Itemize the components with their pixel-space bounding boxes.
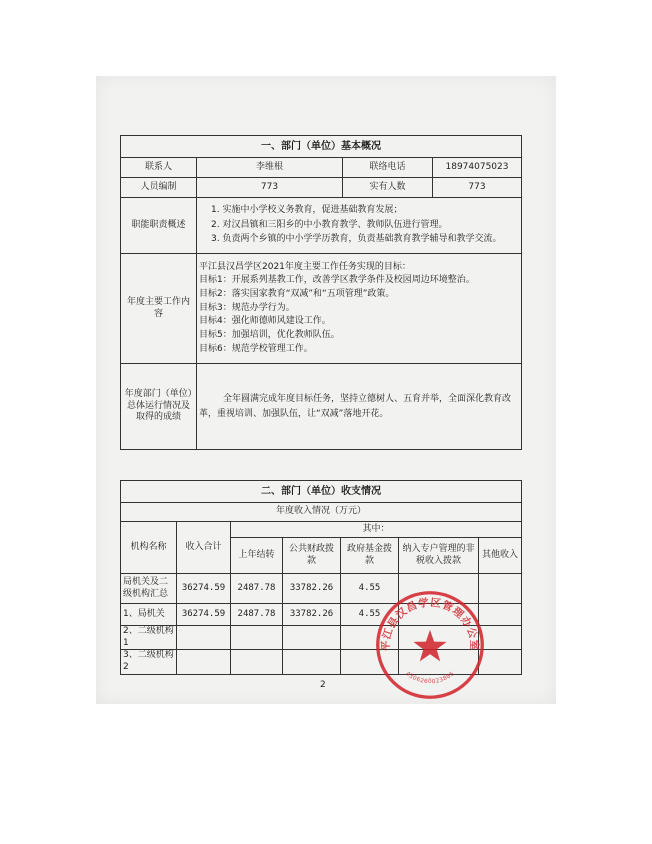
row-prior: 2487.78: [231, 574, 283, 604]
col-of-which-header: 其中：: [231, 522, 522, 538]
row-name: 1、局机关: [121, 604, 177, 626]
row-total: 36274.59: [177, 574, 231, 604]
phone-label: 联络电话: [343, 158, 433, 178]
row-public: 33782.26: [283, 604, 341, 626]
page-number: 2: [320, 680, 326, 690]
col-org-header: 机构名称: [121, 522, 177, 574]
phone-value: 18974075023: [433, 158, 522, 178]
row-name: 局机关及二级机构汇总: [121, 574, 177, 604]
row-total: 36274.59: [177, 604, 231, 626]
star-icon: [413, 630, 446, 662]
col-gov-fund-header: 政府基金拨款: [341, 538, 399, 574]
row-name: 2、二级机构1: [121, 626, 177, 650]
annual-work-line: 目标3：规范办学行为。: [199, 302, 295, 313]
section2-title: 二、部门（单位）收支情况: [121, 481, 522, 503]
row-prior: [231, 650, 283, 674]
annual-work-line: 目标4：强化师德师风建设工作。: [199, 316, 331, 327]
annual-work-cell: [197, 254, 522, 364]
annual-work-line: 目标6：规范学校管理工作。: [199, 343, 313, 354]
annual-work-line: 目标1：开展系列基教工作，改善学区教学条件及校园周边环境整治。: [199, 275, 475, 286]
row-public: [283, 650, 341, 674]
duties-label: 职能职责概述: [121, 198, 197, 254]
col-total-header: 收入合计: [177, 522, 231, 574]
basic-info-table: [120, 135, 522, 450]
col-other-header: 其他收入: [479, 538, 522, 574]
row-gov-fund: 4.55: [341, 604, 399, 626]
col-public-header: 公共财政拨款: [283, 538, 341, 574]
row-public: [283, 626, 341, 650]
row-public: 33782.26: [283, 574, 341, 604]
staff-quota-value: 773: [197, 178, 343, 198]
row-prior: [231, 626, 283, 650]
duty-item: 1. 实施中小学校义务教育，促进基础教育发展；: [211, 204, 403, 215]
overall-text: 全年圆满完成年度目标任务，坚持立德树人、五育并举，全面深化教育改革，重视培训、加强队伍，让“双减”落地开花。: [197, 364, 522, 450]
row-prior: 2487.78: [231, 604, 283, 626]
actual-staff-label: 实有人数: [343, 178, 433, 198]
section1-title: 一、部门（单位）基本概况: [121, 136, 522, 158]
col-prior-header: 上年结转: [231, 538, 283, 574]
row-total: [177, 626, 231, 650]
actual-staff-value: 773: [433, 178, 522, 198]
contact-value: 李维根: [197, 158, 343, 178]
duty-item: 3. 负责两个乡镇的中小学学历教育，负责基础教育教学辅导和教学交流。: [211, 234, 502, 245]
duty-item: 2. 对汉昌镇和三阳乡的中小教育教学、教师队伍进行管理。: [211, 219, 448, 230]
annual-work-line: 目标2：落实国家教育“双减”和“五项管理”政策。: [199, 288, 395, 299]
seal-text: 平江县汉昌学区管理办公室: [379, 596, 481, 652]
row-total: [177, 650, 231, 674]
annual-work-line: 平江县汉昌学区2021年度主要工作任务实现的目标：: [199, 261, 411, 272]
col-nontax-header: 纳入专户管理的非税收入拨款: [399, 538, 479, 574]
overall-label: 年度部门（单位）总体运行情况及取得的成绩: [121, 364, 197, 450]
row-gov-fund: 4.55: [341, 574, 399, 604]
annual-work-label: 年度主要工作内容: [121, 254, 197, 364]
official-seal: [373, 588, 487, 702]
seal-code: 4306260023885: [404, 670, 456, 686]
contact-label: 联系人: [121, 158, 197, 178]
staff-quota-label: 人员编制: [121, 178, 197, 198]
annual-work-line: 目标5：加强培训，优化教师队伍。: [199, 330, 340, 341]
row-name: 3、二级机构2: [121, 650, 177, 674]
income-subtitle: 年度收入情况（万元）: [121, 503, 522, 522]
duties-cell: [197, 198, 522, 254]
